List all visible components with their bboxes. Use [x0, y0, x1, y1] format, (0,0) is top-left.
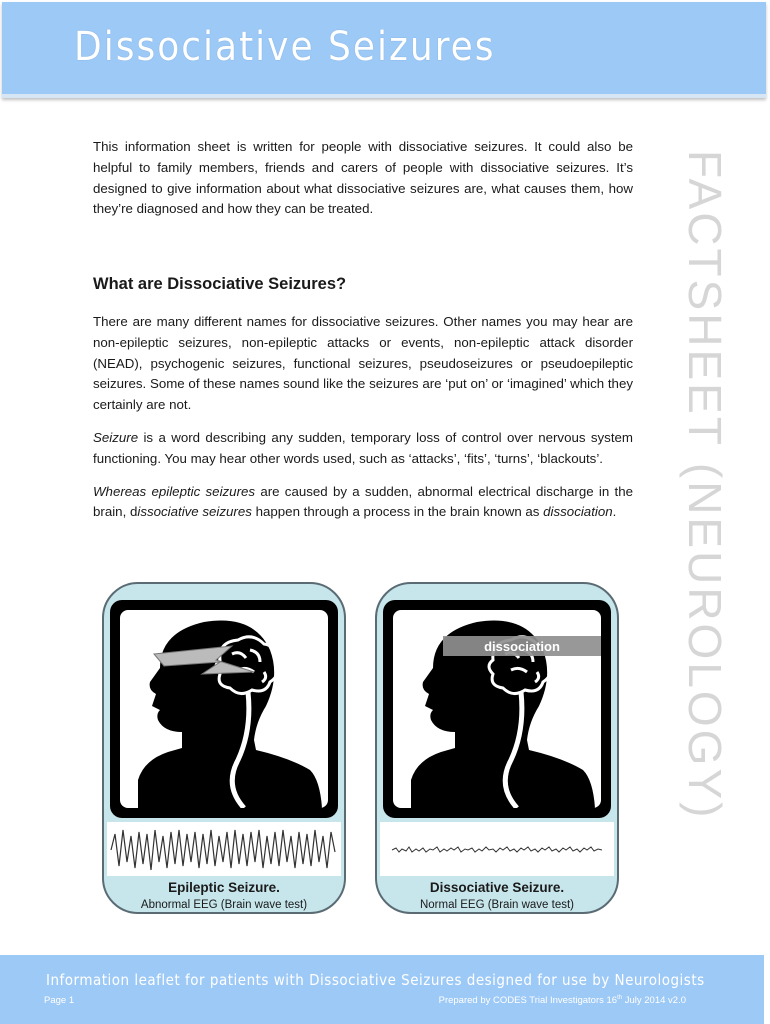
seizure-definition-text: is a word describing any sudden, temporary loss of control over nervous system functioning. You may hear other words used, such as ‘attacks’, ‘fits’, ‘turns’, ‘blackouts’. [93, 429, 633, 466]
page-title: Dissociative Seizures [74, 24, 496, 70]
normal-eeg-trace [380, 822, 614, 876]
dissociation-banner-label: dissociation [484, 639, 560, 654]
head-silhouette-icon [120, 610, 328, 808]
title-banner [2, 2, 766, 98]
section-heading: What are Dissociative Seizures? [93, 275, 347, 294]
head-silhouette-icon [393, 610, 601, 808]
abnormal-eeg-trace [107, 822, 341, 876]
figure-title: Dissociative Seizure. [429, 880, 565, 895]
factsheet-side-label: FACTSHEET (NEUROLOGY) [679, 150, 731, 821]
head-frame [110, 600, 338, 818]
head-frame [383, 600, 611, 818]
dissociative-term: issociative seizures [137, 504, 252, 520]
figure-subtitle: Abnormal EEG (Brain wave test) [140, 899, 308, 911]
comparison-text-1: are caused by a sudden, abnormal electrical discharge in the brain, d [93, 483, 633, 520]
date-suffix: th [617, 995, 623, 1001]
prepared-by-text: Prepared by CODES Trial Investigators 16 [438, 995, 618, 1007]
head-illustration [120, 610, 328, 808]
head-illustration [393, 610, 601, 808]
footer-description: Information leaflet for patients with Dissociative Seizures designed for use by Neurologists [46, 971, 705, 989]
epileptic-term: Whereas epileptic seizures [93, 483, 256, 499]
footer-banner [0, 955, 770, 1024]
eeg-waveform-icon [107, 822, 341, 876]
comparison-text-end: . [612, 504, 617, 520]
page-number: Page 1 [44, 995, 75, 1006]
intro-paragraph: This information sheet is written for people with dissociative seizures. It could also be helpful to family members, friends and carers of people with dissociative seizures. It’s designed to give information about what dissociative seizures are, what causes them, how they’re diagnosed and how they can be treated. [93, 139, 633, 217]
prepared-by-date: July 2014 v2.0 [622, 995, 686, 1007]
prepared-by [439, 995, 686, 1006]
seizure-term: Seizure [93, 429, 139, 445]
seizure-definition-paragraph [93, 428, 633, 470]
dissociation-term: dissociation [543, 504, 613, 520]
dissociative-seizure-card [375, 582, 619, 914]
comparison-text-2: happen through a process in the brain known as [251, 504, 544, 520]
footer-edge [764, 955, 770, 1024]
eeg-waveform-icon [380, 822, 614, 876]
comparison-paragraph [93, 482, 633, 524]
main-content [93, 137, 633, 535]
figure-title: Epileptic Seizure. [168, 880, 280, 895]
figure-subtitle: Normal EEG (Brain wave test) [419, 899, 574, 911]
epileptic-seizure-card [102, 582, 346, 914]
names-paragraph: There are many different names for dissociative seizures. Other names you may hear are non-epileptic seizures, non-epileptic attacks or events, non-epileptic attack disorder (NEAD), psychogenic seizures, functional seizures, pseudoseizures or pseudoepileptic seizures. Some of these names sound like the seizures are ‘put on’ or ‘imagined’ which they certainly are not. [93, 313, 633, 413]
